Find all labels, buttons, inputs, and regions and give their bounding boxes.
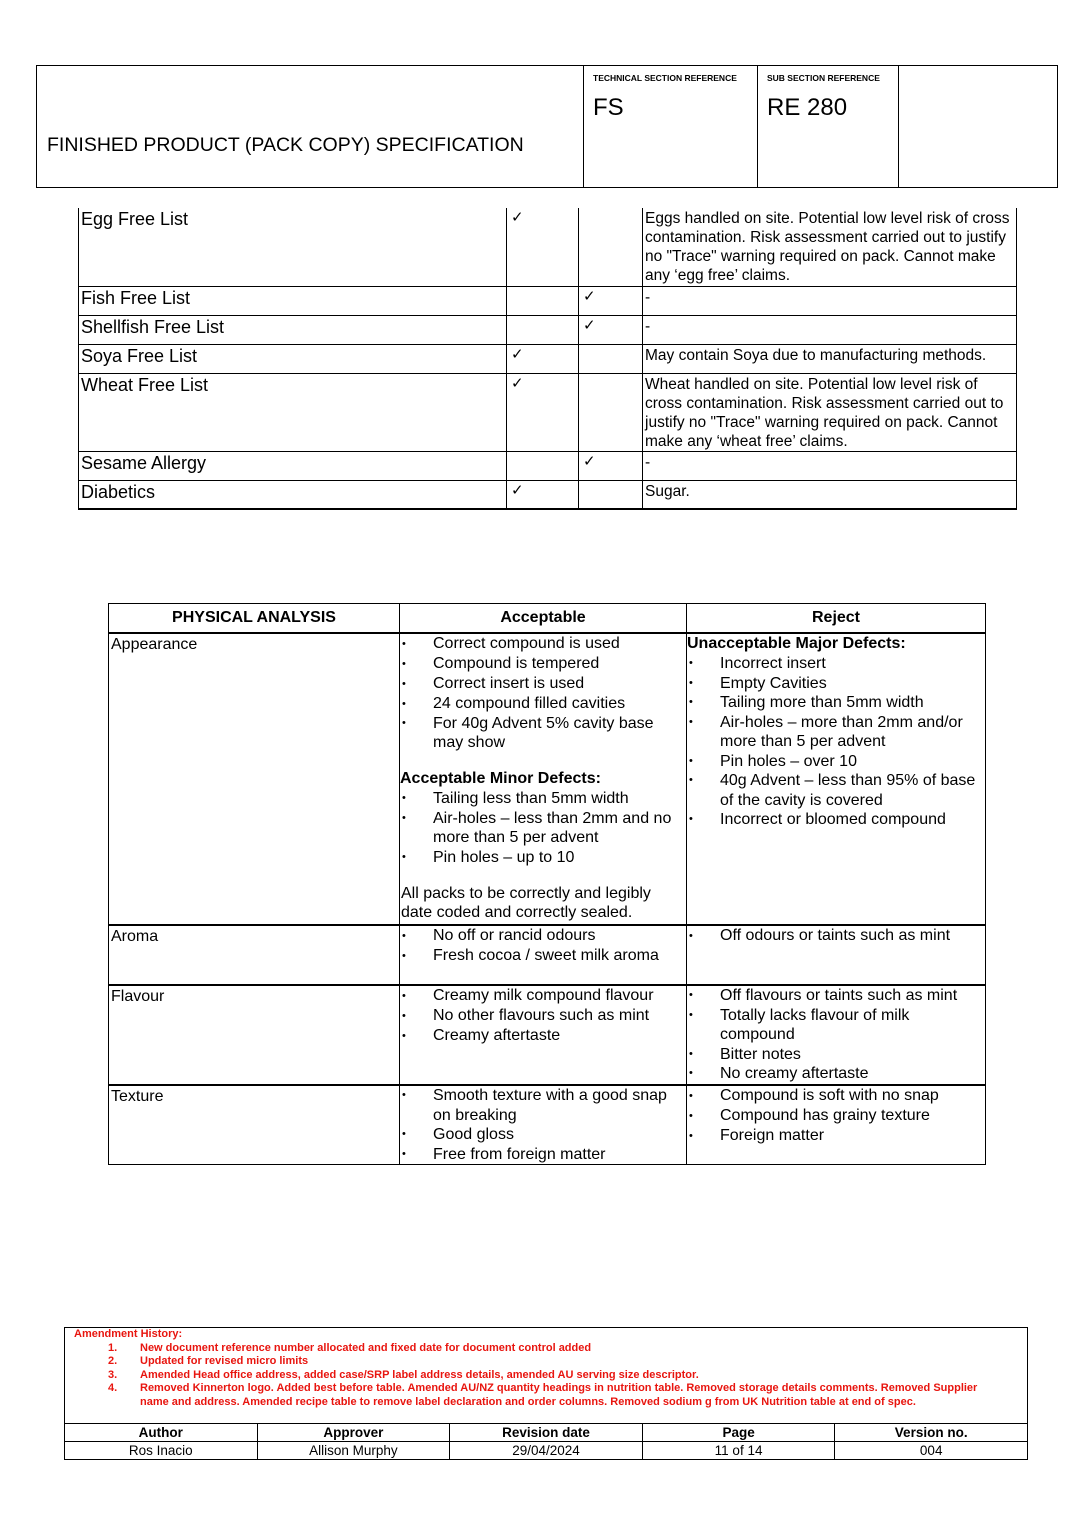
amendment-history-title: Amendment History: bbox=[74, 1328, 183, 1340]
texture-row bbox=[109, 1085, 986, 1165]
allergen-name: Shellfish Free List bbox=[79, 315, 507, 344]
allergen-name: Sesame Allergy bbox=[79, 451, 507, 480]
allergen-note: Sugar. bbox=[643, 480, 1017, 509]
physical-analysis-header: PHYSICAL ANALYSIS bbox=[109, 604, 400, 634]
check-icon: ✓ bbox=[579, 286, 643, 315]
flavour-reject bbox=[687, 985, 986, 1085]
list-item: • Tailing more than 5mm width bbox=[687, 693, 985, 713]
technical-ref-value: FS bbox=[584, 87, 758, 188]
list-item: • Compound is tempered bbox=[400, 654, 686, 674]
texture-acceptable bbox=[400, 1085, 687, 1165]
check-icon bbox=[579, 373, 643, 451]
document-header bbox=[36, 65, 1058, 188]
physical-analysis-table bbox=[108, 603, 986, 1165]
list-item: • Off odours or taints such as mint bbox=[687, 926, 985, 946]
amendment-item bbox=[65, 1355, 1027, 1369]
amendment-history bbox=[64, 1327, 1028, 1423]
aroma-reject bbox=[687, 925, 986, 985]
header-blank-cell bbox=[899, 66, 1058, 188]
flavour-label: Flavour bbox=[109, 985, 400, 1085]
sub-ref-label: SUB SECTION REFERENCE bbox=[758, 66, 899, 88]
texture-label: Texture bbox=[109, 1085, 400, 1165]
version-header: Version no. bbox=[835, 1424, 1028, 1442]
list-item: • Creamy milk compound flavour bbox=[400, 986, 686, 1006]
appearance-acceptable-list bbox=[400, 634, 686, 752]
list-item: • No creamy aftertaste bbox=[687, 1064, 985, 1084]
aroma-acceptable-list bbox=[400, 926, 686, 966]
minor-defects-title: Acceptable Minor Defects: bbox=[400, 770, 601, 787]
technical-ref-label: TECHNICAL SECTION REFERENCE bbox=[584, 66, 758, 88]
list-item: • Foreign matter bbox=[687, 1126, 985, 1146]
list-item: • Fresh cocoa / sweet milk aroma bbox=[400, 946, 686, 966]
aroma-acceptable bbox=[400, 925, 687, 985]
reject-header: Reject bbox=[687, 604, 986, 634]
check-icon bbox=[507, 315, 579, 344]
allergen-note: May contain Soya due to manufacturing methods. bbox=[643, 344, 1017, 373]
amendment-item bbox=[65, 1369, 1027, 1383]
appearance-acceptable bbox=[400, 633, 687, 925]
amendment-number: 4. bbox=[108, 1382, 118, 1395]
allergen-name: Soya Free List bbox=[79, 344, 507, 373]
check-icon bbox=[507, 451, 579, 480]
amendment-text: Removed Kinnerton logo. Added best before table. Amended AU/NZ quantity headings in nutrition table. Removed storage details comments. Removed Supplier name and address. Amended recipe table to remove label declaration and order columns. Removed sodium g from UK Nutrition table at end of spec. bbox=[140, 1382, 978, 1408]
list-item: • Pin holes – over 10 bbox=[687, 752, 985, 772]
list-item: • Compound has grainy texture bbox=[687, 1106, 985, 1126]
list-item: • Air-holes – less than 2mm and no more than 5 per advent bbox=[400, 809, 686, 848]
packing-note: All packs to be correctly and legibly date coded and correctly sealed. bbox=[401, 885, 651, 921]
texture-reject bbox=[687, 1085, 986, 1165]
page-number: 11 of 14 bbox=[642, 1442, 835, 1460]
aroma-reject-list bbox=[687, 926, 985, 946]
sub-ref-value: RE 280 bbox=[758, 87, 899, 188]
revision-date-header: Revision date bbox=[450, 1424, 643, 1442]
allergen-name: Wheat Free List bbox=[79, 373, 507, 451]
page-header: Page bbox=[642, 1424, 835, 1442]
list-item: • Correct insert is used bbox=[400, 674, 686, 694]
amendment-item bbox=[65, 1382, 1027, 1409]
texture-acceptable-list bbox=[400, 1086, 686, 1164]
allergen-note: Wheat handled on site. Potential low level risk of cross contamination. Risk assessment carried out to justify no "Trace" warning required on pack. Cannot make any ‘wheat free’ claims. bbox=[643, 373, 1017, 451]
appearance-label: Appearance bbox=[109, 633, 400, 925]
revision-date-value: 29/04/2024 bbox=[450, 1442, 643, 1460]
list-item: • No off or rancid odours bbox=[400, 926, 686, 946]
list-item: • 24 compound filled cavities bbox=[400, 694, 686, 714]
amendment-number: 3. bbox=[108, 1368, 118, 1381]
list-item: • For 40g Advent 5% cavity base may show bbox=[400, 714, 686, 752]
amendment-list bbox=[65, 1342, 1027, 1410]
flavour-acceptable-list bbox=[400, 986, 686, 1046]
allergen-name: Diabetics bbox=[79, 480, 507, 509]
appearance-row bbox=[109, 633, 986, 925]
major-defects-list bbox=[687, 654, 985, 830]
allergen-note: - bbox=[643, 451, 1017, 480]
allergen-row bbox=[79, 373, 1017, 451]
author-header: Author bbox=[65, 1424, 258, 1442]
list-item: • Smooth texture with a good snap on breaking bbox=[400, 1086, 686, 1125]
allergen-note: Eggs handled on site. Potential low level risk of cross contamination. Risk assessment carried out to justify no "Trace" warning required on pack. Cannot make any ‘egg free’ claims. bbox=[643, 208, 1017, 286]
check-icon: ✓ bbox=[579, 451, 643, 480]
amendment-number: 1. bbox=[108, 1341, 118, 1354]
allergen-name: Egg Free List bbox=[79, 208, 507, 286]
allergen-row bbox=[79, 286, 1017, 315]
amendment-number: 2. bbox=[108, 1355, 118, 1368]
allergen-row bbox=[79, 208, 1017, 286]
author-value: Ros Inacio bbox=[65, 1442, 258, 1460]
amendment-item bbox=[65, 1342, 1027, 1356]
version-value: 004 bbox=[835, 1442, 1028, 1460]
allergen-row bbox=[79, 480, 1017, 509]
allergen-note: - bbox=[643, 315, 1017, 344]
list-item: • Creamy aftertaste bbox=[400, 1026, 686, 1046]
amendment-text: Amended Head office address, added case/SRP label address details, amended AU serving size descriptor. bbox=[140, 1368, 699, 1381]
amendment-text: New document reference number allocated and fixed date for document control added bbox=[140, 1341, 592, 1354]
list-item: • Incorrect or bloomed compound bbox=[687, 810, 985, 830]
allergen-row bbox=[79, 344, 1017, 373]
check-icon bbox=[579, 480, 643, 509]
check-icon: ✓ bbox=[507, 344, 579, 373]
amendment-text: Updated for revised micro limits bbox=[140, 1355, 309, 1368]
list-item: • Pin holes – up to 10 bbox=[400, 848, 686, 868]
check-icon: ✓ bbox=[507, 373, 579, 451]
check-icon: ✓ bbox=[507, 208, 579, 286]
list-item: • Incorrect insert bbox=[687, 654, 985, 674]
minor-defects-list bbox=[400, 789, 686, 867]
list-item: • Totally lacks flavour of milk compound bbox=[687, 1006, 985, 1045]
flavour-reject-list bbox=[687, 986, 985, 1084]
check-icon: ✓ bbox=[579, 315, 643, 344]
list-item: • Empty Cavities bbox=[687, 674, 985, 694]
major-defects-title: Unacceptable Major Defects: bbox=[687, 635, 906, 652]
check-icon bbox=[507, 286, 579, 315]
check-icon: ✓ bbox=[507, 480, 579, 509]
check-icon bbox=[579, 208, 643, 286]
appearance-reject bbox=[687, 633, 986, 925]
aroma-label: Aroma bbox=[109, 925, 400, 985]
list-item: • Tailing less than 5mm width bbox=[400, 789, 686, 809]
allergen-row bbox=[79, 315, 1017, 344]
aroma-row bbox=[109, 925, 986, 985]
list-item: • Compound is soft with no snap bbox=[687, 1086, 985, 1106]
flavour-acceptable bbox=[400, 985, 687, 1085]
approver-value: Allison Murphy bbox=[257, 1442, 450, 1460]
allergen-table bbox=[78, 208, 1017, 510]
document-title: FINISHED PRODUCT (PACK COPY) SPECIFICATION bbox=[37, 66, 584, 188]
texture-reject-list bbox=[687, 1086, 985, 1146]
list-item: • Air-holes – more than 2mm and/or more than 5 per advent bbox=[687, 713, 985, 752]
list-item: • No other flavours such as mint bbox=[400, 1006, 686, 1026]
list-item: • Good gloss bbox=[400, 1125, 686, 1145]
flavour-row bbox=[109, 985, 986, 1085]
list-item: • 40g Advent – less than 95% of base of the cavity is covered bbox=[687, 771, 985, 810]
allergen-row bbox=[79, 451, 1017, 480]
approver-header: Approver bbox=[257, 1424, 450, 1442]
check-icon bbox=[579, 344, 643, 373]
list-item: • Off flavours or taints such as mint bbox=[687, 986, 985, 1006]
acceptable-header: Acceptable bbox=[400, 604, 687, 634]
list-item: • Free from foreign matter bbox=[400, 1145, 686, 1165]
allergen-note: - bbox=[643, 286, 1017, 315]
list-item: • Bitter notes bbox=[687, 1045, 985, 1065]
list-item: • Correct compound is used bbox=[400, 634, 686, 654]
document-control-table bbox=[64, 1423, 1028, 1460]
allergen-name: Fish Free List bbox=[79, 286, 507, 315]
